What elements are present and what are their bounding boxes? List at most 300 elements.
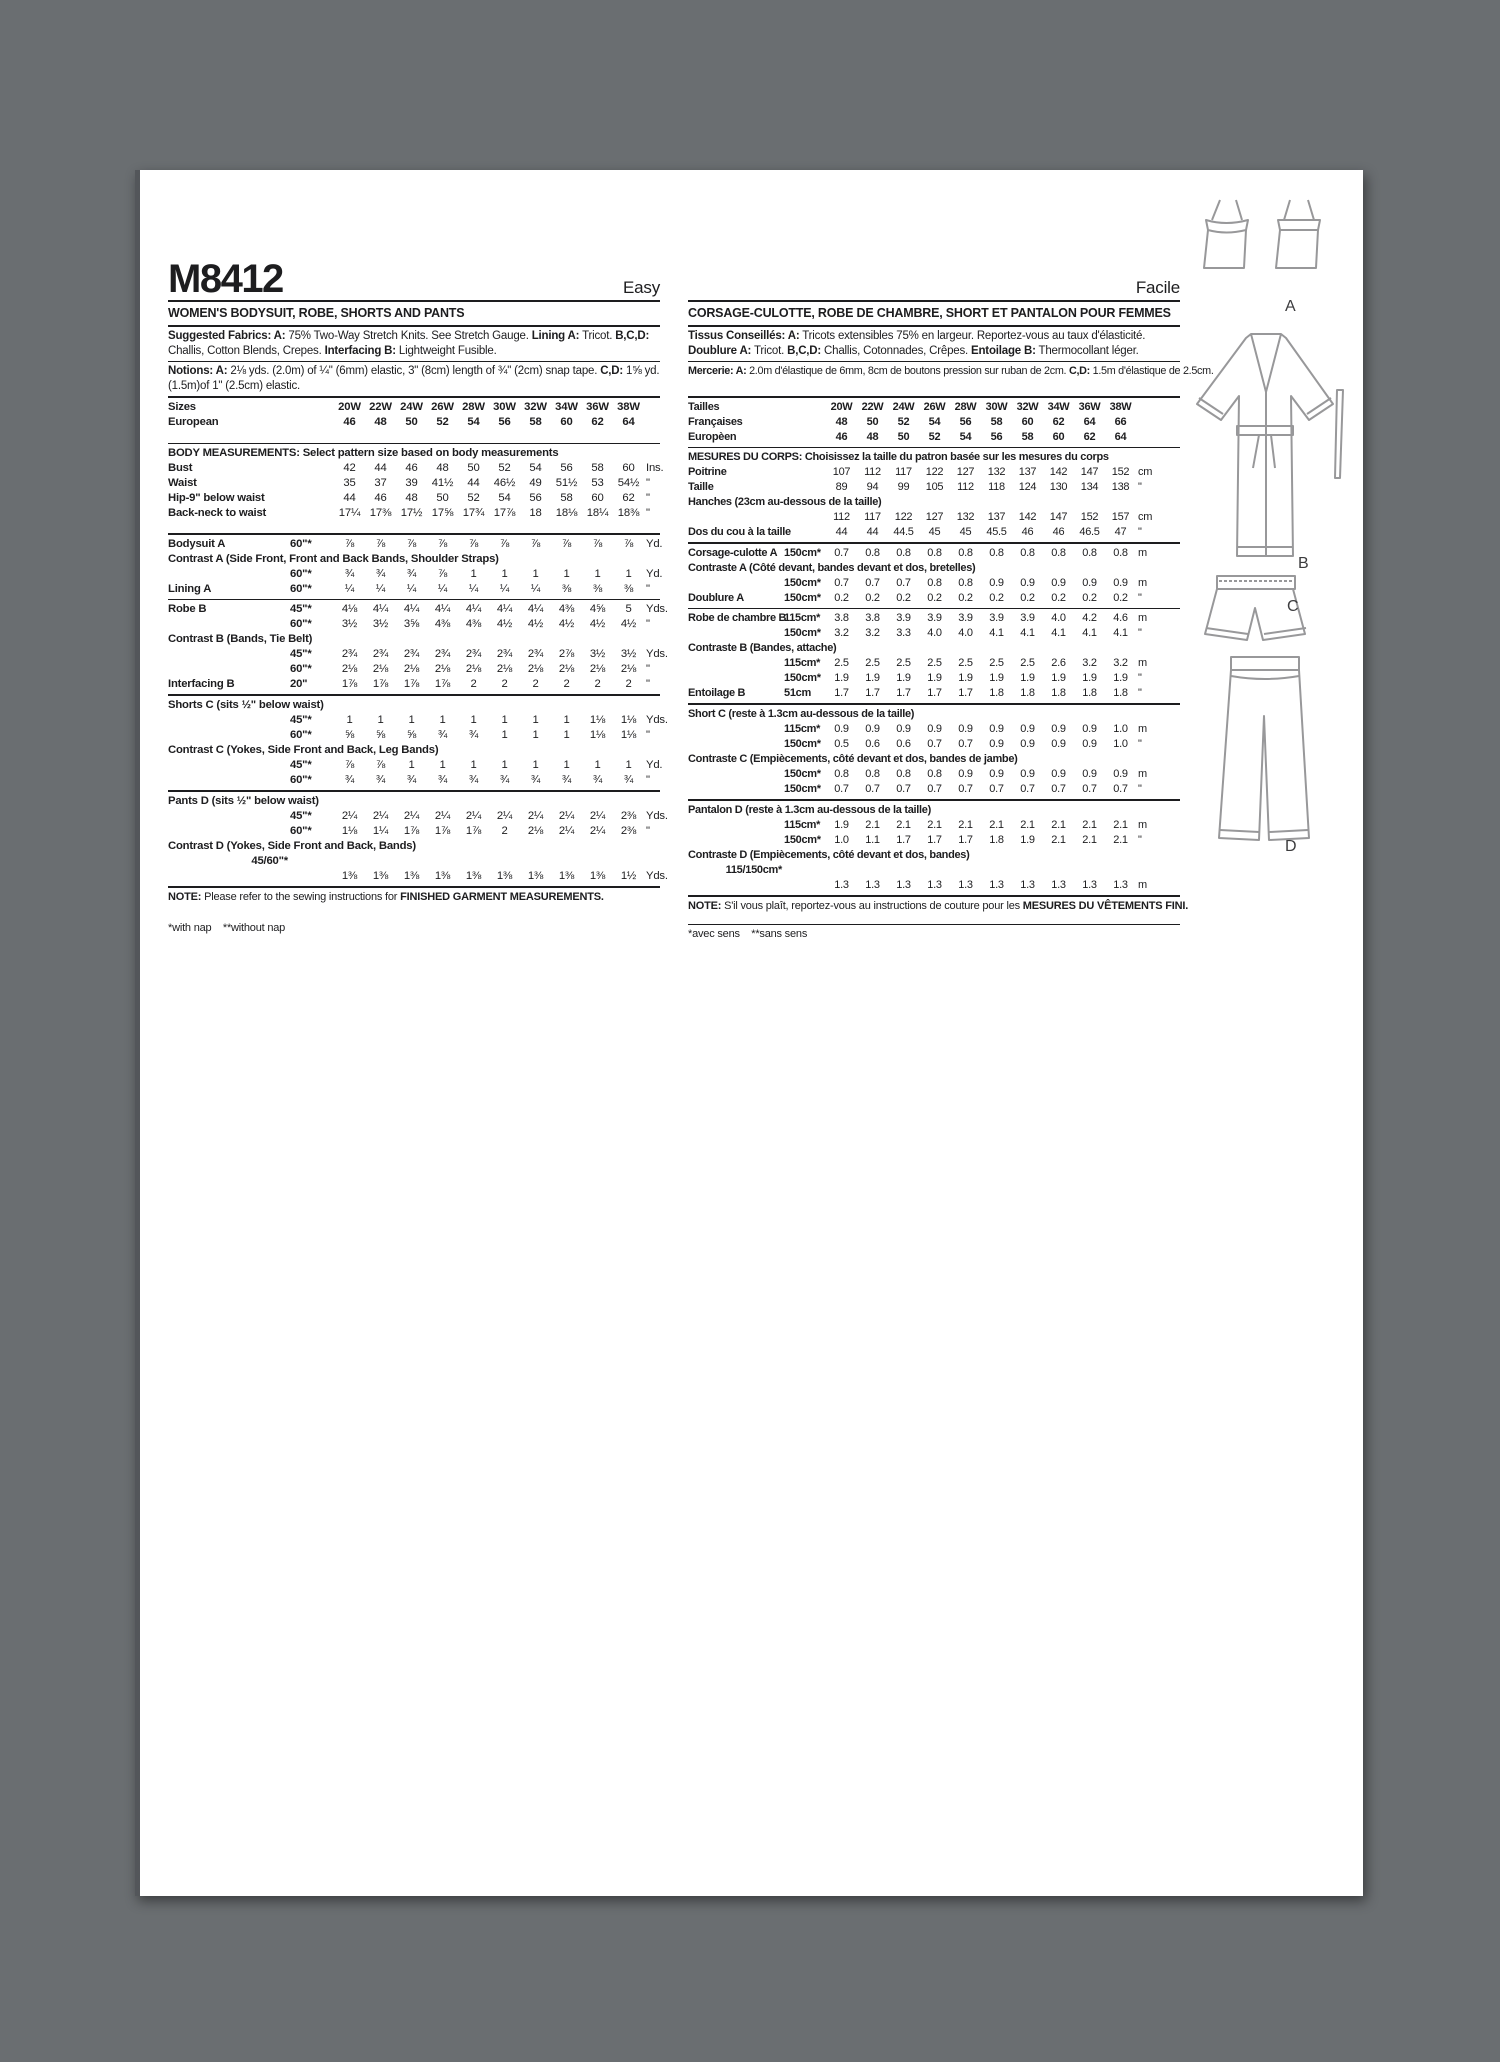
table-row	[688, 465, 1180, 480]
divider	[688, 300, 1180, 302]
width-spec: 45/60"*	[251, 855, 288, 867]
value-cell: 4.2	[1082, 612, 1097, 624]
value-cell: 1.8	[1082, 687, 1097, 699]
table-section-label: Contrast D (Yokes, Side Front and Back, Bands)	[168, 840, 416, 852]
value-cell: 112	[864, 466, 881, 478]
value-cell: 0.9	[1051, 738, 1066, 750]
sheet-left-edge	[135, 170, 140, 1896]
value-cell: 0.7	[834, 783, 849, 795]
row-label: Robe B	[168, 603, 207, 615]
value-cell: 0.9	[1020, 577, 1035, 589]
value-cell: 17¾	[462, 507, 485, 519]
value-cell: 1	[532, 729, 539, 741]
table-row	[168, 728, 660, 743]
value-cell: 0.2	[1113, 592, 1128, 604]
value-cell: 2⅛	[341, 663, 358, 675]
table-row	[168, 491, 660, 506]
value-cell: 0.2	[834, 592, 849, 604]
width-spec: 60"*	[290, 729, 312, 741]
row-label: Taille	[688, 481, 714, 493]
value-cell: 0.8	[865, 547, 880, 559]
value-cell: 1.3	[989, 879, 1004, 891]
value-cell: 4.0	[958, 627, 973, 639]
value-cell: 0.8	[958, 577, 973, 589]
value-cell: 2.5	[896, 657, 911, 669]
value-cell: 1.7	[958, 834, 973, 846]
value-cell: 60	[622, 462, 635, 474]
value-cell: 62	[1052, 416, 1065, 428]
value-cell: 0.8	[834, 768, 849, 780]
value-cell: 152	[1080, 511, 1099, 523]
robe-sketch	[1187, 328, 1345, 563]
value-cell: 2.1	[1020, 819, 1035, 831]
value-cell: 137	[987, 511, 1006, 523]
value-cell: 47	[1114, 526, 1127, 538]
value-cell: 48	[835, 416, 848, 428]
value-cell: 4½	[558, 618, 575, 630]
table-section-label: Contrast B (Bands, Tie Belt)	[168, 633, 313, 645]
value-cell: 142	[1049, 466, 1068, 478]
width-spec	[784, 878, 826, 893]
value-cell: ¾	[344, 568, 355, 580]
value-cell: 2¼	[496, 810, 513, 822]
row-label	[688, 833, 784, 848]
value-cell: 2⅛	[558, 663, 575, 675]
value-cell: 1	[532, 759, 539, 771]
fabrics-paragraph-fr: Tissus Conseillés: A: Tricots extensibles 75% en largeur. Reportez-vous au taux d'élasticité. Doublure A: Tricot. B,C,D: Challis, Cotonnades, Crêpes. Entoilage B: Thermocollant léger.	[688, 330, 1146, 357]
value-cell: 17⅝	[431, 507, 454, 519]
value-cell: 0.7	[1051, 783, 1066, 795]
value-cell: 118	[988, 481, 1005, 493]
width-spec: 60"*	[290, 774, 312, 786]
value-cell: 0.9	[1020, 723, 1035, 735]
value-cell: 137	[1018, 466, 1037, 478]
table-section-label: Contrast A (Side Front, Front and Back Bands, Shoulder Straps)	[168, 553, 499, 565]
divider	[168, 694, 660, 696]
unit-cell: "	[646, 825, 650, 837]
value-cell: 1	[408, 714, 415, 726]
value-cell: 1⅛	[589, 714, 606, 726]
unit-cell: Yds.	[646, 603, 668, 615]
value-cell: 2¼	[589, 825, 606, 837]
value-cell: 1.8	[1051, 687, 1066, 699]
value-cell: 0.9	[989, 577, 1004, 589]
value-cell: ¾	[375, 568, 386, 580]
value-cell: 44	[835, 526, 848, 538]
value-cell: 2¾	[496, 648, 513, 660]
value-cell: 2¼	[403, 810, 420, 822]
value-cell: 4.1	[989, 627, 1004, 639]
row-label	[168, 824, 290, 839]
value-cell: ⅞	[530, 538, 541, 550]
value-cell: 2	[501, 825, 508, 837]
value-cell: ⅞	[406, 538, 417, 550]
value-cell: 1⅜	[496, 870, 513, 882]
value-cell: 62	[591, 416, 604, 428]
row-label	[168, 662, 290, 677]
table-section-label: Shorts C (sits ½" below waist)	[168, 699, 324, 711]
value-cell: 60	[591, 492, 604, 504]
sketch-label-c: C	[1287, 598, 1299, 615]
value-cell: ⅞	[344, 759, 355, 771]
value-cell: 64	[1114, 431, 1127, 443]
value-cell: 0.9	[958, 723, 973, 735]
value-cell: 2⅜	[620, 825, 637, 837]
value-cell: 1.3	[896, 879, 911, 891]
value-cell: 2.5	[927, 657, 942, 669]
value-cell: 1	[625, 759, 632, 771]
value-cell: 0.9	[1113, 768, 1128, 780]
table-row	[168, 400, 660, 415]
row-label	[168, 647, 290, 662]
value-cell: 36W	[1078, 401, 1101, 413]
table-section-label: Contraste A (Côté devant, bandes devant et dos, bretelles)	[688, 562, 976, 574]
table-section-label: BODY MEASUREMENTS: Select pattern size based on body measurements	[168, 447, 559, 459]
value-cell: 52	[897, 416, 910, 428]
width-spec: 115/150cm*	[725, 864, 782, 876]
value-cell: 0.8	[958, 547, 973, 559]
value-cell: 3.2	[865, 627, 880, 639]
value-cell: 0.7	[989, 783, 1004, 795]
value-cell: 24W	[400, 401, 423, 413]
divider	[688, 325, 1180, 327]
value-cell: 3.9	[896, 612, 911, 624]
value-cell: 2¾	[403, 648, 420, 660]
value-cell: 1.9	[1020, 672, 1035, 684]
value-cell: 3.2	[834, 627, 849, 639]
table-section-label: Contrast C (Yokes, Side Front and Back, Leg Bands)	[168, 744, 439, 756]
table-row	[168, 809, 668, 824]
value-cell: 1⅜	[372, 870, 389, 882]
value-cell: ¾	[499, 774, 510, 786]
value-cell: 1	[470, 759, 477, 771]
nap-footnote-fr: *avec sens **sans sens	[688, 928, 808, 940]
value-cell: 4¼	[434, 603, 451, 615]
table-row	[168, 647, 668, 662]
table-row	[688, 525, 1180, 540]
value-cell: 1⅛	[589, 729, 606, 741]
table-row	[168, 869, 668, 884]
row-label	[168, 567, 290, 582]
value-cell: 1	[470, 568, 477, 580]
value-cell: 60	[560, 416, 573, 428]
width-spec	[290, 476, 334, 491]
unit-cell: m	[1138, 819, 1147, 831]
width-spec: 60"*	[290, 538, 312, 550]
table-row	[168, 713, 668, 728]
value-cell: 99	[897, 481, 910, 493]
value-cell: 1.9	[927, 672, 942, 684]
unit-cell	[644, 400, 660, 415]
value-cell: 48	[405, 492, 418, 504]
value-cell: 1.7	[927, 687, 942, 699]
value-cell: 2⅛	[527, 663, 544, 675]
width-spec: 45"*	[290, 759, 312, 771]
value-cell: 3.9	[989, 612, 1004, 624]
row-label: Poitrine	[688, 466, 727, 478]
row-label	[688, 656, 784, 671]
row-label: Françaises	[688, 416, 743, 428]
table-row	[688, 767, 1180, 782]
value-cell: 1.9	[1113, 672, 1128, 684]
french-header	[688, 252, 1180, 298]
table-row	[168, 758, 663, 773]
unit-cell: Yd.	[646, 568, 663, 580]
value-cell: 152	[1111, 466, 1130, 478]
value-cell: 1	[532, 714, 539, 726]
value-cell: 0.9	[865, 723, 880, 735]
value-cell: 1	[501, 729, 508, 741]
value-cell: 124	[1018, 481, 1037, 493]
value-cell: 35	[343, 477, 356, 489]
value-cell: 2¼	[341, 810, 358, 822]
value-cell: 0.9	[927, 723, 942, 735]
width-spec: 150cm*	[784, 768, 821, 780]
value-cell: 0.8	[927, 547, 942, 559]
width-spec	[290, 869, 334, 884]
width-spec: 150cm*	[784, 672, 821, 684]
value-cell: 1	[346, 714, 353, 726]
value-cell: 0.9	[1051, 577, 1066, 589]
width-spec: 60"*	[290, 663, 312, 675]
garment-title-en: WOMEN'S BODYSUIT, ROBE, SHORTS AND PANTS	[168, 306, 465, 320]
value-cell: 1⅜	[403, 870, 420, 882]
spacer	[168, 521, 660, 531]
value-cell: 20W	[338, 401, 361, 413]
width-spec: 45"*	[290, 648, 312, 660]
value-cell: 1.8	[1113, 687, 1128, 699]
unit-cell: m	[1138, 768, 1147, 780]
value-cell: 0.9	[989, 723, 1004, 735]
value-cell: 4⅜	[434, 618, 451, 630]
value-cell: ¼	[406, 583, 417, 595]
value-cell: ⅞	[499, 538, 510, 550]
value-cell: 46	[343, 416, 356, 428]
table-row	[688, 611, 1180, 626]
value-cell: ¾	[406, 568, 417, 580]
value-cell: 32W	[524, 401, 547, 413]
unit-cell: "	[646, 774, 650, 786]
value-cell: 60	[1052, 431, 1065, 443]
value-cell: 112	[957, 481, 974, 493]
value-cell: 50	[405, 416, 418, 428]
value-cell: 0.7	[1113, 783, 1128, 795]
row-label	[688, 626, 784, 641]
bodysuit-sketch	[1190, 194, 1340, 274]
value-cell: 1.7	[865, 687, 880, 699]
difficulty-fr: Facile	[1135, 278, 1180, 297]
value-cell: 2.5	[989, 657, 1004, 669]
row-label	[688, 818, 784, 833]
value-cell: 2.1	[1051, 834, 1066, 846]
value-cell: 20W	[830, 401, 853, 413]
value-cell: 28W	[462, 401, 485, 413]
value-cell: 4.1	[1082, 627, 1097, 639]
unit-cell: "	[646, 678, 650, 690]
width-spec: 150cm*	[784, 592, 821, 604]
row-label	[168, 617, 290, 632]
value-cell: 1.0	[1113, 738, 1128, 750]
value-cell: 0.9	[989, 768, 1004, 780]
value-cell: 1	[377, 714, 384, 726]
width-spec: 150cm*	[784, 783, 821, 795]
value-cell: 0.6	[865, 738, 880, 750]
value-cell: 32W	[1016, 401, 1039, 413]
value-cell: 48	[866, 431, 879, 443]
spacer	[688, 914, 1180, 922]
value-cell: 58	[529, 416, 542, 428]
value-cell: 4¼	[496, 603, 513, 615]
row-label	[688, 510, 784, 525]
value-cell: 0.8	[989, 547, 1004, 559]
value-cell: 0.2	[1082, 592, 1097, 604]
divider	[168, 886, 660, 888]
table-section-label: Contraste C (Empiècements, côté devant et dos, bandes de jambe)	[688, 753, 1018, 765]
value-cell: 1⅜	[558, 870, 575, 882]
unit-cell: "	[1138, 481, 1142, 493]
value-cell: 94	[866, 481, 879, 493]
value-cell: 38W	[617, 401, 640, 413]
value-cell: 1⅞	[403, 678, 420, 690]
value-cell: 105	[925, 481, 944, 493]
row-label	[168, 758, 290, 773]
value-cell: 2¼	[434, 810, 451, 822]
value-cell: 0.9	[1082, 577, 1097, 589]
width-spec	[290, 400, 334, 415]
table-row	[168, 582, 660, 597]
table-section-label: Pantalon D (reste à 1.3cm au-dessous de la taille)	[688, 804, 931, 816]
value-cell: 51½	[555, 477, 578, 489]
value-cell: ¾	[592, 774, 603, 786]
value-cell: 2¾	[372, 648, 389, 660]
value-cell: 2	[594, 678, 601, 690]
unit-cell: "	[1138, 834, 1142, 846]
divider	[168, 325, 660, 327]
value-cell: 2⅛	[434, 663, 451, 675]
value-cell: 0.2	[896, 592, 911, 604]
value-cell: 2.1	[927, 819, 942, 831]
value-cell: 2.1	[865, 819, 880, 831]
width-spec	[784, 430, 826, 445]
value-cell: 107	[832, 466, 851, 478]
value-cell: 2	[625, 678, 632, 690]
table-row	[688, 671, 1180, 686]
value-cell: ⅞	[344, 538, 355, 550]
value-cell: ⅝	[375, 729, 386, 741]
value-cell: 0.2	[1051, 592, 1066, 604]
row-label: Tailles	[688, 401, 720, 413]
value-cell: 3.9	[1020, 612, 1035, 624]
value-cell: 1	[594, 568, 601, 580]
row-label: Lining A	[168, 583, 212, 595]
table-row	[688, 576, 1180, 591]
divider	[168, 599, 660, 600]
value-cell: 4.0	[1051, 612, 1066, 624]
value-cell: ¼	[375, 583, 386, 595]
width-spec	[784, 510, 826, 525]
width-spec	[784, 525, 826, 540]
difficulty-en: Easy	[623, 278, 660, 297]
unit-cell: "	[646, 507, 650, 519]
value-cell: 0.9	[834, 723, 849, 735]
row-label: European	[168, 416, 219, 428]
value-cell: 1⅞	[434, 825, 451, 837]
unit-cell: Yd.	[646, 538, 663, 550]
value-cell: 1	[563, 714, 570, 726]
value-cell: 122	[925, 466, 944, 478]
value-cell: 3.9	[958, 612, 973, 624]
value-cell: 0.2	[927, 592, 942, 604]
value-cell: 4¼	[372, 603, 389, 615]
table-row	[168, 415, 660, 430]
value-cell: 0.9	[1082, 738, 1097, 750]
value-cell: 1⅜	[465, 870, 482, 882]
value-cell: ¼	[437, 583, 448, 595]
value-cell: 0.9	[896, 723, 911, 735]
value-cell: 4.1	[1020, 627, 1035, 639]
value-cell: 22W	[369, 401, 392, 413]
unit-cell	[1136, 400, 1180, 415]
unit-cell: "	[646, 663, 650, 675]
row-label	[168, 809, 290, 824]
table-row	[688, 400, 1180, 415]
value-cell: 0.8	[896, 768, 911, 780]
divider	[688, 447, 1180, 448]
table-row	[688, 833, 1180, 848]
note-fr: NOTE: S'il vous plaît, reportez-vous au instructions de couture pour les MESURES DU VÊTEMENTS FINI.	[688, 900, 1189, 912]
value-cell: 0.8	[1051, 547, 1066, 559]
value-cell: 62	[622, 492, 635, 504]
table-row	[688, 863, 1180, 878]
value-cell: 1	[563, 759, 570, 771]
value-cell: 1.9	[834, 819, 849, 831]
value-cell: 117	[895, 466, 912, 478]
value-cell: 1	[408, 759, 415, 771]
value-cell: 1	[501, 714, 508, 726]
table-section-label: Contraste B (Bandes, attache)	[688, 642, 837, 654]
value-cell: 38W	[1109, 401, 1132, 413]
value-cell: 1.3	[834, 879, 849, 891]
value-cell: ¾	[623, 774, 634, 786]
value-cell: 1.3	[865, 879, 880, 891]
value-cell: 0.7	[1082, 783, 1097, 795]
value-cell: 28W	[954, 401, 977, 413]
value-cell: 0.9	[1051, 768, 1066, 780]
value-cell: 18⅛	[555, 507, 578, 519]
value-cell: 1.3	[1082, 879, 1097, 891]
value-cell: 138	[1111, 481, 1130, 493]
row-label: Doublure A	[688, 592, 744, 604]
value-cell: ⅞	[592, 538, 603, 550]
value-cell: 0.9	[1082, 768, 1097, 780]
row-label: Sizes	[168, 401, 196, 413]
table-row	[168, 677, 660, 692]
value-cell: 2.5	[865, 657, 880, 669]
value-cell: 44	[467, 477, 480, 489]
row-label	[688, 737, 784, 752]
value-cell: ⅞	[437, 538, 448, 550]
row-label: Bust	[168, 462, 193, 474]
value-cell: 1⅞	[372, 678, 389, 690]
row-label: Corsage-culotte A	[688, 547, 778, 559]
row-label: Hip-9" below waist	[168, 492, 265, 504]
value-cell: 4¼	[527, 603, 544, 615]
value-cell: 2.1	[1082, 834, 1097, 846]
value-cell: 1.7	[834, 687, 849, 699]
value-cell: 4½	[589, 618, 606, 630]
value-cell: 46	[1052, 526, 1065, 538]
value-cell: 1	[470, 714, 477, 726]
